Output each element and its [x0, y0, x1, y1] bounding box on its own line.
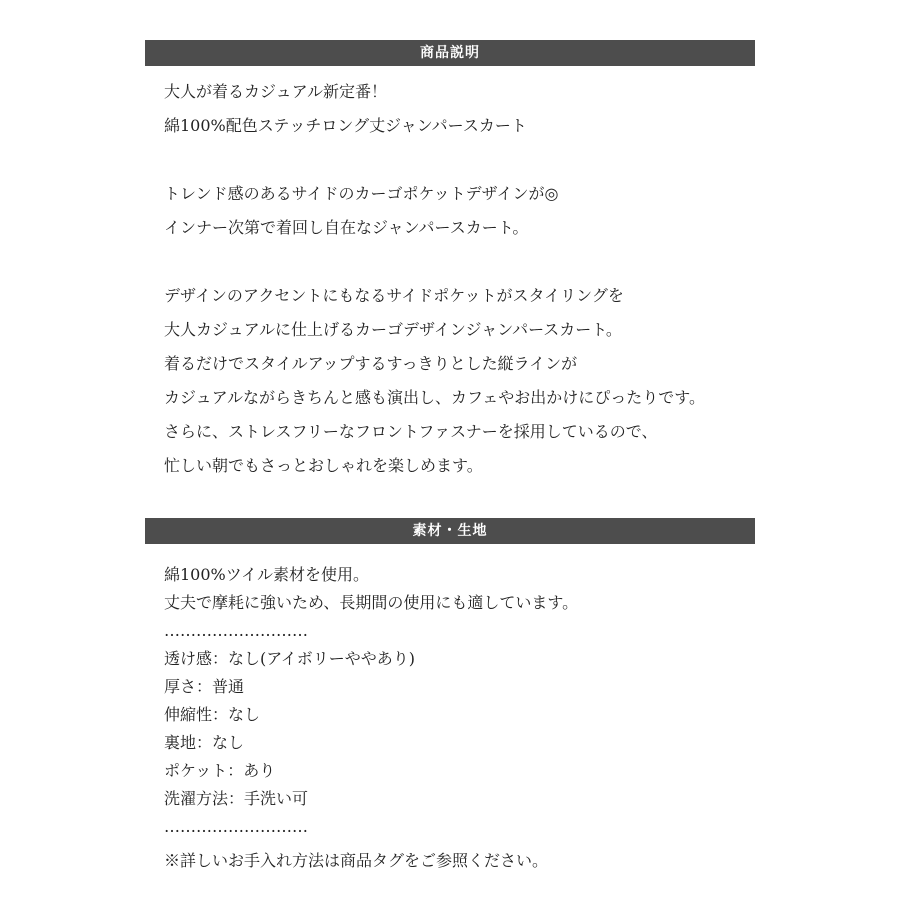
spec-pocket: ポケット：あり [164, 761, 276, 780]
section-header-description: 商品説明 [145, 40, 755, 66]
dotted-separator: ……………………… [164, 621, 308, 640]
spec-transparency: 透け感：なし(アイボリーややあり) [164, 649, 416, 668]
description-line: 大人が着るカジュアル新定番！ [164, 82, 388, 101]
material-intro-line: 綿100%ツイル素材を使用。 [164, 565, 369, 584]
care-note: ※詳しいお手入れ方法は商品タグをご参照ください。 [164, 851, 549, 870]
description-line: デザインのアクセントにもなるサイドポケットがスタイリングを [164, 286, 624, 305]
dotted-separator: ……………………… [164, 817, 308, 836]
description-line: 大人カジュアルに仕上げるカーゴデザインジャンパースカート。 [164, 320, 622, 339]
description-line: さらに、ストレスフリーなフロントファスナーを採用しているので、 [164, 422, 658, 441]
spec-thickness: 厚さ：普通 [164, 677, 245, 696]
description-line: カジュアルながらきちんと感も演出し、カフェやお出かけにぴったりです。 [164, 388, 705, 407]
description-line: 綿100%配色ステッチロング丈ジャンパースカート [164, 116, 527, 135]
product-description [164, 75, 754, 483]
spec-washing: 洗濯方法：手洗い可 [164, 789, 309, 808]
paragraph-gap [164, 143, 754, 177]
description-line: 着るだけでスタイルアップするすっきりとした縦ラインが [164, 354, 578, 373]
description-line: 忙しい朝でもさっとおしゃれを楽しめます。 [164, 456, 483, 475]
description-line: インナー次第で着回し自在なジャンパースカート。 [164, 218, 529, 237]
section-header-material: 素材・生地 [145, 518, 755, 544]
material-intro-line: 丈夫で摩耗に強いため、長期間の使用にも適しています。 [164, 593, 579, 612]
material-details [164, 561, 754, 875]
paragraph-gap [164, 245, 754, 279]
spec-stretch: 伸縮性：なし [164, 705, 261, 724]
spec-lining: 裏地：なし [164, 733, 245, 752]
description-line: トレンド感のあるサイドのカーゴポケットデザインが◎ [164, 184, 559, 203]
